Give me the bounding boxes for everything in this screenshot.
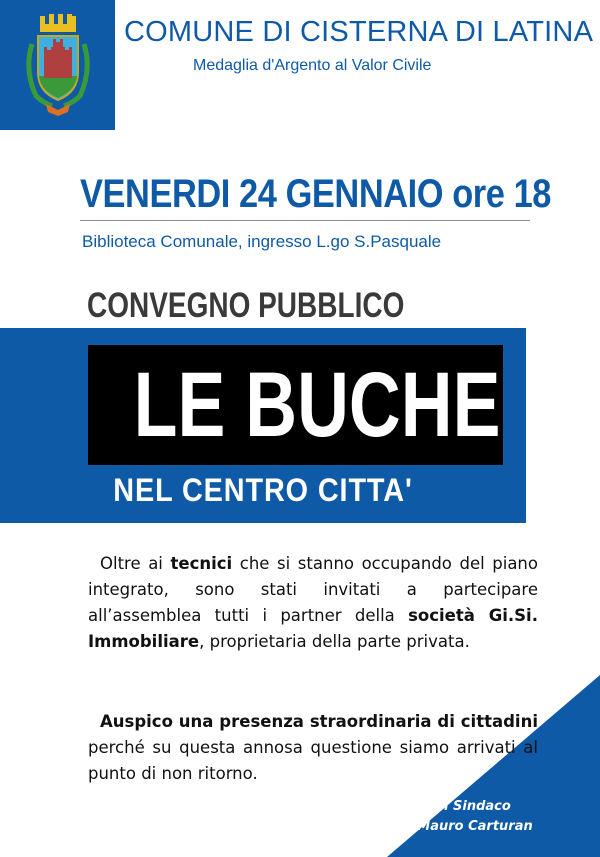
event-date: VENERDI 24 GENNAIO ore 18 bbox=[80, 172, 552, 216]
paragraph-text: , proprietaria della parte privata. bbox=[199, 632, 470, 651]
body-paragraph-1 bbox=[88, 551, 538, 655]
signature bbox=[400, 797, 550, 837]
municipality-title: COMUNE DI CISTERNA DI LATINA bbox=[124, 16, 594, 48]
headline-subtitle: NEL CENTRO CITTA' bbox=[113, 472, 413, 508]
emphasis-text: tecnici bbox=[170, 554, 233, 573]
paragraph-text: Oltre ai bbox=[100, 554, 171, 573]
emphasis-text: Auspico una presenza straordinaria di cittadini bbox=[100, 712, 538, 731]
body-paragraph-2 bbox=[88, 709, 538, 787]
event-location: Biblioteca Comunale, ingresso L.go S.Pasquale bbox=[82, 232, 442, 251]
paragraph-text: perché su questa annosa questione siamo arrivati al punto di non ritorno. bbox=[88, 738, 538, 783]
signature-name: Mauro Carturan bbox=[417, 819, 533, 834]
signature-role: Il Sindaco bbox=[439, 799, 511, 814]
paragraph-text: che si stanno occupando del piano integrato, sono stati invitati a partecipare all’assemblea tutti i partner della bbox=[88, 554, 538, 625]
emphasis-text: società Gi.Si. Immobiliare bbox=[88, 606, 538, 651]
municipality-subtitle: Medaglia d'Argento al Valor Civile bbox=[193, 57, 432, 74]
headline-title: LE BUCHE bbox=[133, 354, 501, 456]
headline-kicker: CONVEGNO PUBBLICO bbox=[87, 286, 405, 325]
